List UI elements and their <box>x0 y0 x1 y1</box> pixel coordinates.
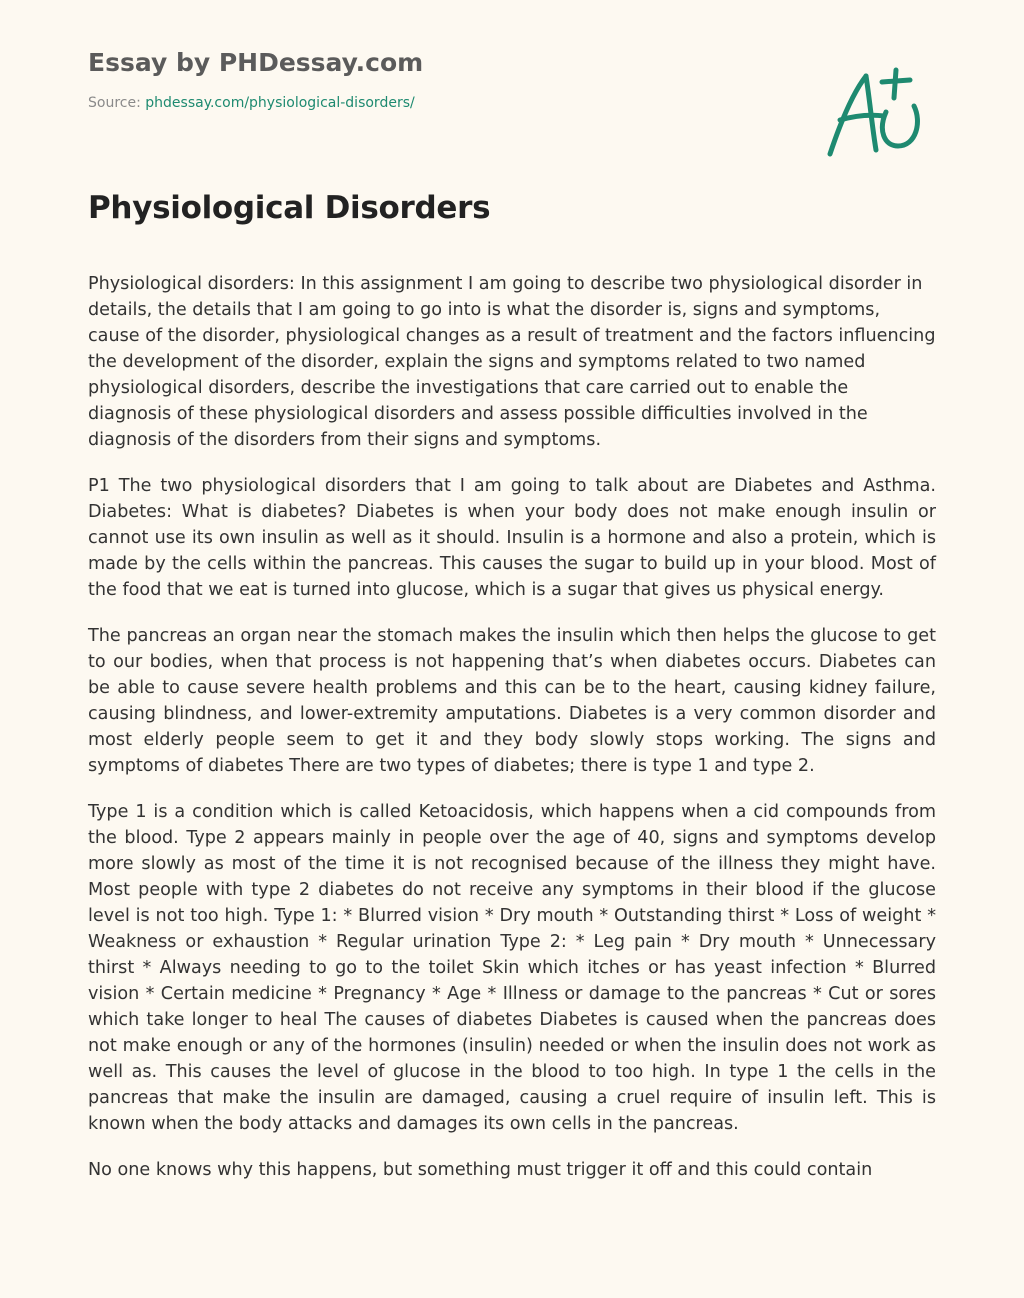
paragraph-pancreas: The pancreas an organ near the stomach makes the insulin which then helps the glucose to get to our bodies, when that process is not happening that’s when diabetes occurs. Diabetes can be able to cause severe health problems and this can be to the heart, causing kidney failure, causing blindness, and lower-extremity amputations. Diabetes is a very common disorder and most elderly people seem to get it and they body slowly stops working. The signs and symptoms of diabetes There are two types of diabetes; there is type 1 and type 2. <box>88 626 936 776</box>
essay-title: Physiological Disorders <box>88 190 491 226</box>
paragraph-cut-off: No one knows why this happens, but something must trigger it off and this could contain <box>88 1160 873 1180</box>
a-plus-grade-icon <box>818 62 930 162</box>
source-line <box>88 95 423 111</box>
essay-body <box>88 271 936 1203</box>
essay-header <box>88 48 423 111</box>
paragraph-intro: Physiological disorders: In this assignment I am going to describe two physiological disorder in details, the details that I am going to go into is what the disorder is, signs and symptoms, cause of the disorder, physiological changes as a result of treatment and the factors influencing the development of the disorder, explain the signs and symptoms related to two named physiological disorders, describe the investigations that care carried out to enable the diagnosis of these physiological disorders and assess possible difficulties involved in the diagnosis of the disorders from their signs and symptoms. <box>88 274 936 450</box>
source-link[interactable]: phdessay.com/physiological-disorders/ <box>145 95 415 111</box>
source-label: Source: <box>88 95 146 111</box>
paragraph-types: Type 1 is a condition which is called Ketoacidosis, which happens when a cid compounds from the blood. Type 2 appears mainly in people over the age of 40, signs and symptoms develop more slowly as most of the time it is not recognised because of the illness they might have. Most people with type 2 diabetes do not receive any symptoms in their blood if the glucose level is not too high. Type 1: * Blurred vision * Dry mouth * Outstanding thirst * Loss of weight * Weakness or exhaustion * Regular urination Type 2: * Leg pain * Dry mouth * Unnecessary thirst * Always needing to go to the toilet Skin which itches or has yeast infection * Blurred vision * Certain medicine * Pregnancy * Age * Illness or damage to the pancreas * Cut or sores which take longer to heal The causes of diabetes Diabetes is caused when the pancreas does not make enough or any of the hormones (insulin) needed or when the insulin does not work as well as. This causes the level of glucose in the blood to too high. In type 1 the cells in the pancreas that make the insulin are damaged, causing a cruel require of insulin left. This is known when the body attacks and damages its own cells in the pancreas. <box>88 802 936 1134</box>
paragraph-diabetes-definition: P1 The two physiological disorders that I am going to talk about are Diabetes and Asthma. Diabetes: What is diabetes? Diabetes is when your body does not make enough insulin or cannot use its own insulin as well as it should. Insulin is a hormone and also a protein, which is made by the cells within the pancreas. This causes the sugar to build up in your blood. Most of the food that we eat is turned into glucose, which is a sugar that gives us physical energy. <box>88 476 936 600</box>
site-brand: Essay by PHDessay.com <box>88 48 424 77</box>
